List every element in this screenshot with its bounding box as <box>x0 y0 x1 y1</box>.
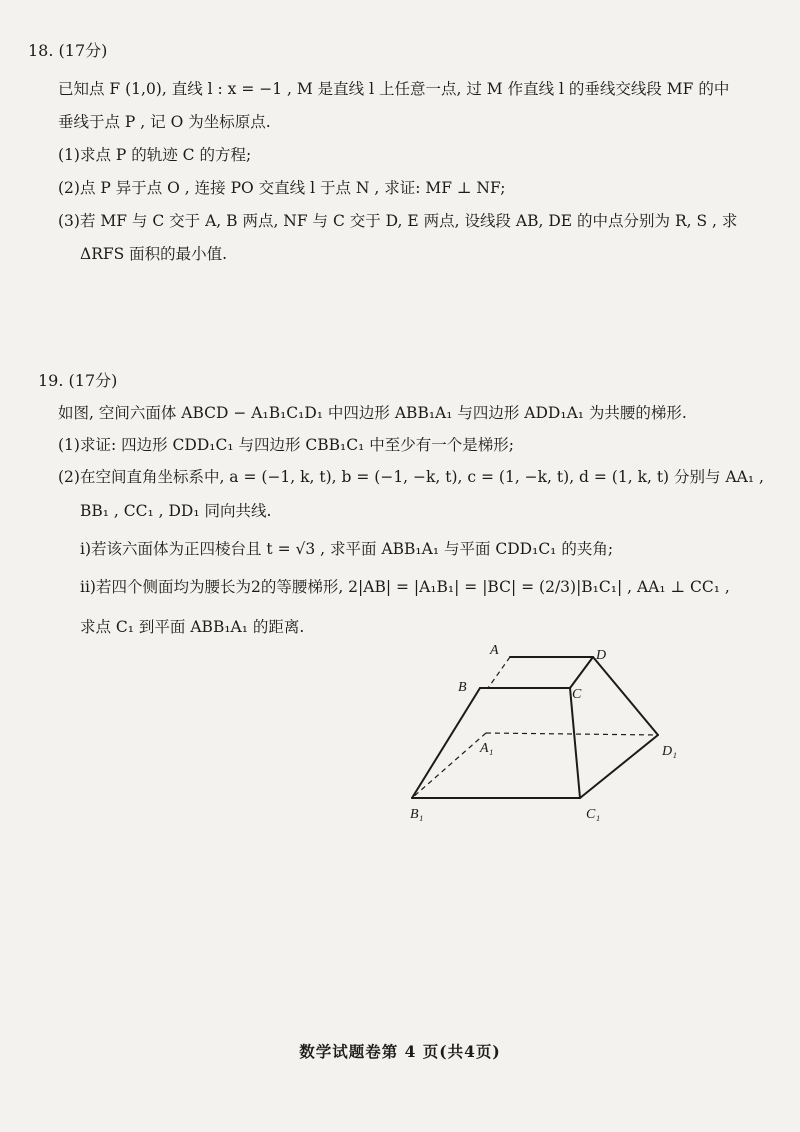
q18-part2: (2)点 P 异于点 O , 连接 PO 交直线 l 于点 N , 求证: MF ⊥ NF; <box>58 179 506 197</box>
label-C: C <box>572 687 582 702</box>
edge-DD1 <box>593 657 658 735</box>
label-A: A <box>490 643 499 658</box>
label-C1: C₁ <box>586 807 601 822</box>
edge-CC1 <box>570 688 580 798</box>
page-footer: 数学试题卷第 4 页(共4页) <box>299 1042 501 1061</box>
q19-part2-line2: BB₁ , CC₁ , DD₁ 同向共线. <box>80 502 272 520</box>
q19-part2-line1: (2)在空间直角坐标系中, a = (−1, k, t), b = (−1, −k, t), c = (1, −k, t), d = (1, k, t) 分别与 AA₁ , <box>58 468 764 486</box>
q19-part1: (1)求证: 四边形 CDD₁C₁ 与四边形 CBB₁C₁ 中至少有一个是梯形; <box>58 436 514 454</box>
q19-sub1: i)若该六面体为正四棱台且 t = √3 , 求平面 ABB₁A₁ 与平面 CDD₁C₁ 的夹角; <box>80 540 614 558</box>
q18-part1: (1)求点 P 的轨迹 C 的方程; <box>58 146 252 164</box>
edge-A1D1-hidden <box>486 733 658 735</box>
label-B1: B₁ <box>410 807 424 822</box>
edge-DC <box>570 657 593 688</box>
label-D: D <box>596 648 607 663</box>
q19-sub2-line1: ii)若四个侧面均为腰长为2的等腰梯形, 2|AB| = |A₁B₁| = |BC| = (2/3)|B₁C₁| , AA₁ ⊥ CC₁ , <box>80 578 730 596</box>
edge-C1D1 <box>580 735 658 798</box>
q18-stem-line2: 垂线于点 P , 记 O 为坐标原点. <box>58 113 271 131</box>
q19-sub2-line2: 求点 C₁ 到平面 ABB₁A₁ 的距离. <box>80 618 305 636</box>
q18-part3-line1: (3)若 MF 与 C 交于 A, B 两点, NF 与 C 交于 D, E 两点, 设线段 AB, DE 的中点分别为 R, S , 求 <box>58 212 738 230</box>
edge-BB1 <box>412 688 480 798</box>
edge-AB-hidden <box>488 657 510 688</box>
label-A1: A₁ <box>480 741 494 756</box>
q19-header: 19. (17分) <box>38 371 118 390</box>
label-B: B <box>458 680 467 695</box>
label-D1: D₁ <box>662 744 677 759</box>
q18-part3-line2: ΔRFS 面积的最小值. <box>80 245 228 263</box>
frustum-figure <box>400 640 700 830</box>
q18-header: 18. (17分) <box>28 41 108 60</box>
q18-stem-line1: 已知点 F (1,0), 直线 l : x = −1 , M 是直线 l 上任意一点, 过 M 作直线 l 的垂线交线段 MF 的中 <box>58 80 730 98</box>
q19-stem: 如图, 空间六面体 ABCD − A₁B₁C₁D₁ 中四边形 ABB₁A₁ 与四边形 ADD₁A₁ 为共腰的梯形. <box>58 404 687 422</box>
edge-A1B1-hidden <box>412 733 486 798</box>
